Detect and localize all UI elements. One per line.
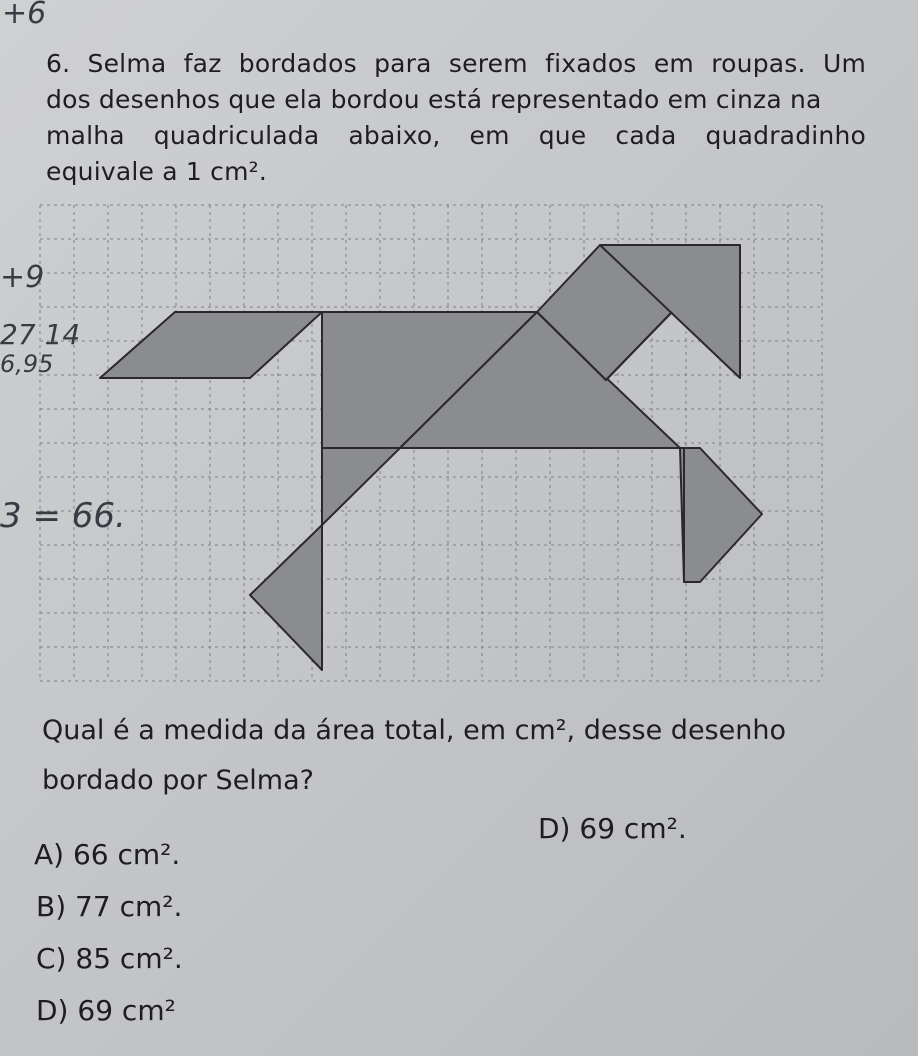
option-a[interactable] (34, 838, 180, 871)
left-leg-triangle (250, 525, 322, 670)
option-a-letter: A) (34, 838, 65, 871)
prompt-line-2: bordado por Selma? (42, 765, 314, 796)
option-b-letter: B) (36, 890, 67, 923)
question-line-2: dos desenhos que ela bordou está representado em cinza na (46, 85, 822, 114)
left-parallelogram (100, 312, 322, 378)
handwritten-mark-1: +9 (0, 260, 45, 295)
option-d2-text: 69 cm². (579, 812, 687, 845)
option-c-text: 85 cm². (75, 942, 183, 975)
option-d-text: 69 cm² (77, 994, 176, 1027)
embroidery-shapes (100, 245, 762, 670)
question-line-1: 6. Selma faz bordados para serem fixados em roupas. Um (46, 49, 866, 78)
question-line-3: malha quadriculada abaixo, em que cada quadradinho (46, 121, 866, 150)
question-line-4: equivale a 1 cm². (46, 157, 268, 186)
handwritten-mark-3: 6,95 (0, 350, 54, 378)
option-d-second[interactable] (538, 812, 687, 845)
handwritten-mark-2: 27 14 (0, 318, 81, 351)
option-b[interactable] (36, 890, 182, 923)
option-d2-letter: D) (538, 812, 571, 845)
option-b-text: 77 cm². (75, 890, 183, 923)
option-a-text: 66 cm². (72, 838, 181, 871)
option-c-letter: C) (36, 942, 67, 975)
handwritten-mark-corner: +6 (2, 0, 47, 31)
handwritten-mark-4: 3 = 66. (0, 496, 126, 536)
option-c[interactable] (36, 942, 183, 975)
leg-strip (322, 448, 400, 525)
prompt-line-1: Qual é a medida da área total, em cm², desse desenho (42, 715, 786, 746)
prompt-text (42, 706, 912, 806)
option-d-letter: D) (36, 994, 69, 1027)
option-d-first[interactable] (36, 994, 176, 1027)
right-leg (680, 448, 762, 582)
